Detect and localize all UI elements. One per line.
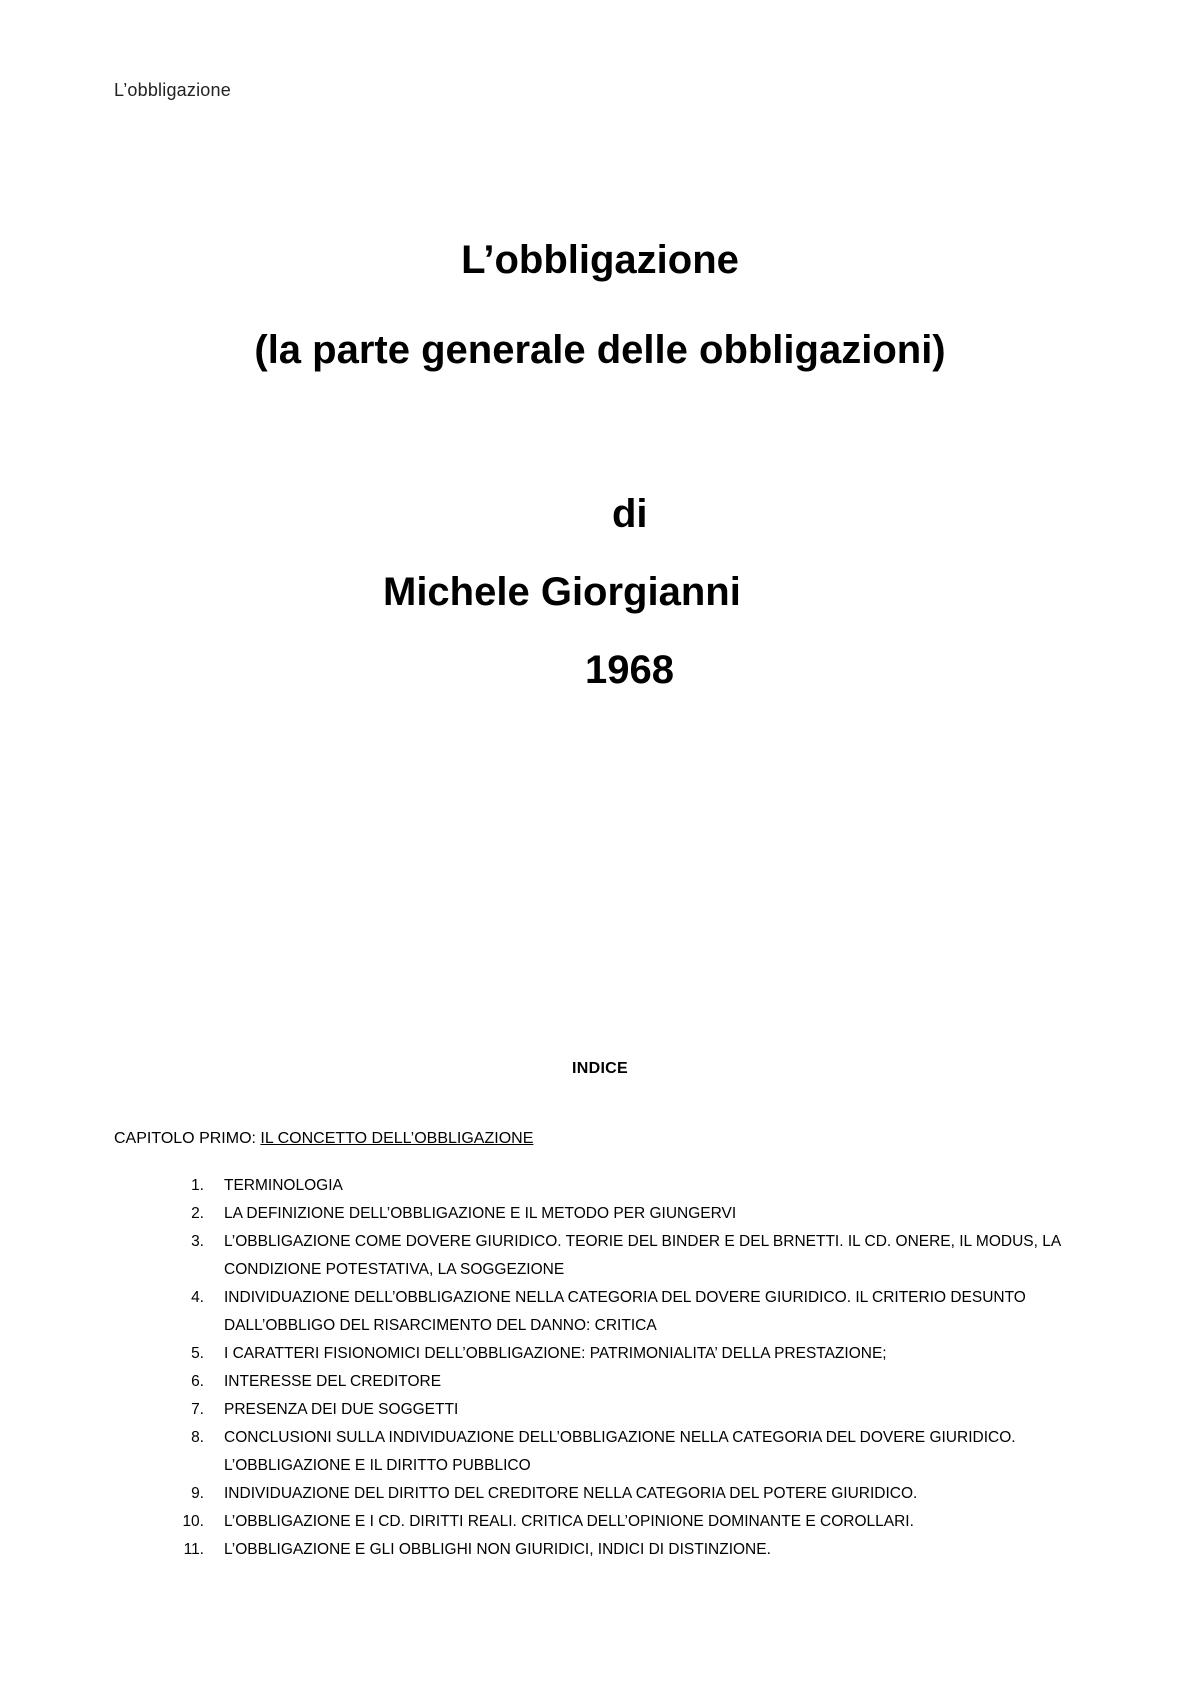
index-heading: INDICE — [571, 1060, 629, 1077]
toc-item — [114, 1536, 1114, 1564]
toc-item — [114, 1508, 1114, 1536]
chapter-prefix: CAPITOLO PRIMO: — [114, 1130, 256, 1147]
toc-item — [114, 1480, 1114, 1508]
document-subtitle: (la parte generale delle obbligazioni) — [254, 328, 946, 372]
toc-item-text: INDIVIDUAZIONE DELL’OBBLIGAZIONE NELLA CATEGORIA DEL DOVERE GIURIDICO. IL CRITERIO DESUNTO DALL’OBBLIGO DEL RISARCIMENTO DEL DANNO: CRITICA — [224, 1289, 1026, 1334]
toc-item — [114, 1228, 1114, 1284]
toc-item — [114, 1340, 1114, 1368]
toc-item-text: L’OBBLIGAZIONE E GLI OBBLIGHI NON GIURIDICI, INDICI DI DISTINZIONE. — [224, 1541, 771, 1558]
by-line: di — [612, 492, 648, 536]
toc-item — [114, 1368, 1114, 1396]
toc-item-text: CONCLUSIONI SULLA INDIVIDUAZIONE DELL’OBBLIGAZIONE NELLA CATEGORIA DEL DOVERE GIURIDICO. L’OBBLIGAZIONE E IL DIRITTO PUBBLICO — [224, 1429, 1016, 1474]
toc-item-number: 5. — [191, 1345, 204, 1362]
toc-item-number: 3. — [191, 1233, 204, 1250]
toc-item-number: 11. — [183, 1541, 204, 1558]
toc-item-number: 4. — [191, 1289, 204, 1306]
toc-item-text: TERMINOLOGIA — [224, 1177, 343, 1194]
toc-item — [114, 1200, 1114, 1228]
publication-year: 1968 — [585, 648, 674, 692]
toc-item — [114, 1284, 1114, 1340]
toc-item-text: PRESENZA DEI DUE SOGGETTI — [224, 1401, 459, 1418]
toc-item-text: INTERESSE DEL CREDITORE — [224, 1373, 442, 1390]
toc-item-number: 2. — [191, 1205, 204, 1222]
toc-item-number: 10. — [182, 1513, 204, 1530]
running-header: L’obbligazione — [114, 80, 231, 100]
toc-item-number: 6. — [191, 1373, 204, 1390]
toc-item — [114, 1424, 1114, 1480]
chapter-heading — [114, 1130, 533, 1148]
toc-item-text: I CARATTERI FISIONOMICI DELL’OBBLIGAZIONE: PATRIMONIALITA’ DELLA PRESTAZIONE; — [224, 1345, 887, 1362]
author-name: Michele Giorgianni — [383, 570, 741, 614]
toc-item-text: INDIVIDUAZIONE DEL DIRITTO DEL CREDITORE NELLA CATEGORIA DEL POTERE GIURIDICO. — [224, 1485, 918, 1502]
toc-item-number: 8. — [191, 1429, 204, 1446]
toc-item-text: L’OBBLIGAZIONE E I CD. DIRITTI REALI. CRITICA DELL’OPINIONE DOMINANTE E COROLLARI. — [224, 1513, 914, 1530]
toc-item-number: 7. — [191, 1401, 204, 1418]
toc-item-text: L’OBBLIGAZIONE COME DOVERE GIURIDICO. TEORIE DEL BINDER E DEL BRNETTI. IL CD. ONERE, IL MODUS, LA CONDIZIONE POTESTATIVA, LA SOGGEZIONE — [224, 1233, 1061, 1278]
chapter-title: IL CONCETTO DELL’OBBLIGAZIONE — [260, 1130, 534, 1147]
toc-item-number: 9. — [191, 1485, 204, 1502]
toc-item — [114, 1396, 1114, 1424]
document-title: L’obbligazione — [461, 238, 739, 282]
toc-item — [114, 1172, 1114, 1200]
table-of-contents — [114, 1172, 1114, 1564]
toc-item-number: 1. — [191, 1177, 204, 1194]
toc-item-text: LA DEFINIZIONE DELL’OBBLIGAZIONE E IL METODO PER GIUNGERVI — [224, 1205, 737, 1222]
